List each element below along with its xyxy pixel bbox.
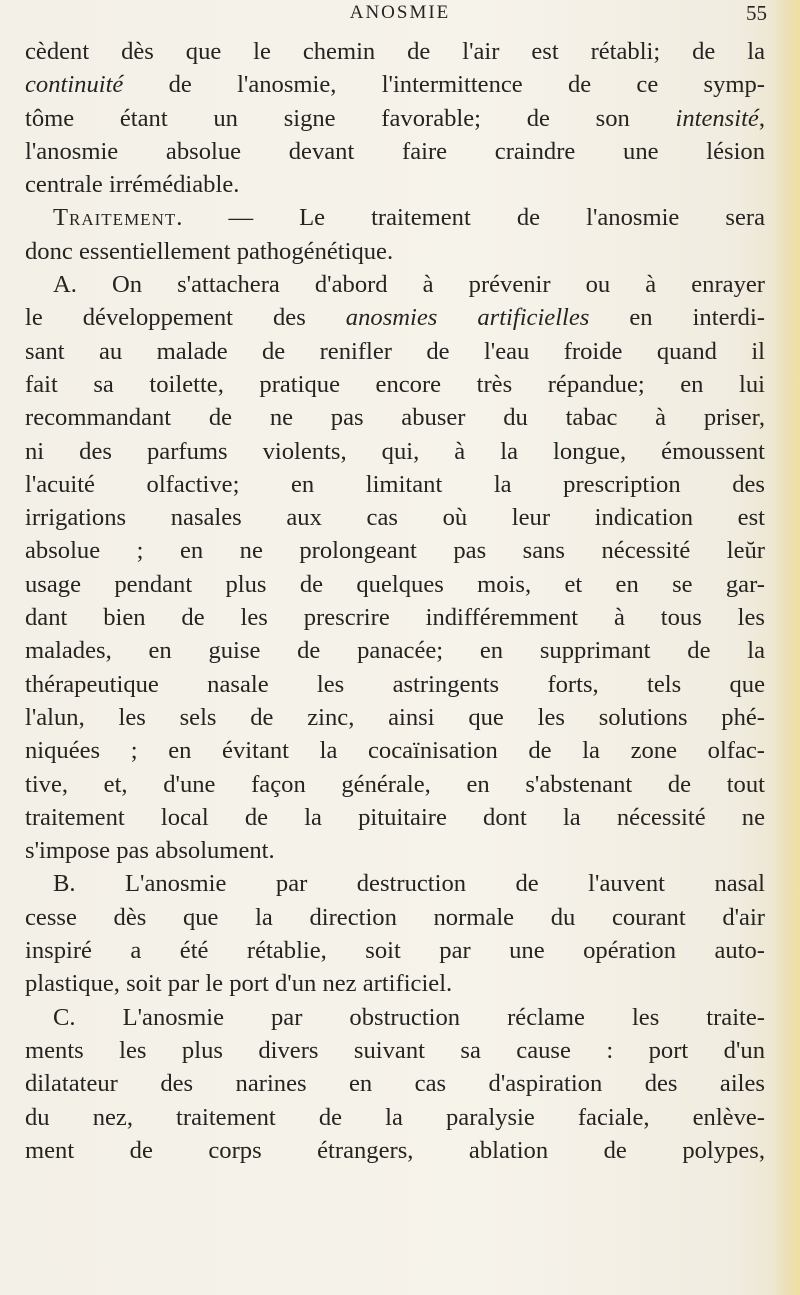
text-run: irrigations nasales aux cas où leur indication est [25,504,765,532]
text-run: donc essentiellement pathogénétique. [25,237,394,265]
text-run: de l'anosmie, l'intermittence de ce symp- [123,71,765,99]
italic-term: anosmies artificielles [345,304,590,332]
text-run: ment de corps étrangers, ablation de polypes, [25,1136,765,1164]
text-run: cèdent dès que le chemin de l'air est rétabli; de la [25,38,765,65]
text-line [25,634,765,667]
text-run: A. On s'attachera d'abord à prévenir ou à enrayer [53,271,765,299]
text-line [25,35,765,68]
text-line [25,934,765,967]
text-run: inspiré a été rétablie, soit par une opération auto- [25,937,765,965]
text-run: dant bien de les prescrire indifféremment à tous les [25,604,765,632]
text-run: l'alun, les sels de zinc, ainsi que les solutions phé- [25,703,765,731]
text-line [25,501,765,534]
text-line [25,401,765,434]
text-run: en interdi- [589,304,765,332]
text-line [25,1067,765,1100]
text-run: s'impose pas absolument. [25,837,275,865]
text-line [25,568,765,601]
text-run: l'anosmie absolue devant faire craindre une lésion [25,137,765,165]
text-run: . — Le traitement de l'anosmie sera [176,204,765,232]
body-text [25,35,765,1167]
text-line [25,801,765,834]
text-line [25,1134,765,1167]
text-run: thérapeutique nasale les astringents forts, tels que [25,670,765,698]
text-line [25,135,765,168]
running-head: ANOSMIE [349,2,451,23]
text-run: traitement local de la pituitaire dont la nécessité ne [25,803,765,831]
text-line [25,435,765,468]
text-run: recommandant de ne pas abuser du tabac à priser, [25,404,765,432]
text-line [25,768,765,801]
text-run: cesse dès que la direction normale du courant d'air [25,903,765,931]
text-run: , [758,104,765,132]
text-line [25,901,765,934]
text-line [25,967,765,1000]
text-line [25,468,765,501]
text-run: usage pendant plus de quelques mois, et en se gar- [25,570,765,598]
text-run: centrale irrémédiable. [25,171,240,199]
page-header [0,0,800,34]
text-line [25,335,765,368]
text-line [25,734,765,767]
italic-term: continuité [25,71,124,99]
italic-term: intensité [675,104,759,132]
text-run: dilatateur des narines en cas d'aspiration des ailes [25,1070,765,1098]
text-run: du nez, traitement de la paralysie faciale, enlève- [25,1103,765,1131]
text-line [25,1101,765,1134]
text-line [25,601,765,634]
text-run: plastique, soit par le port d'un nez artificiel. [25,970,453,998]
text-run: ni des parfums violents, qui, à la longue, émoussent [25,437,765,465]
text-run: le développement des [25,304,346,332]
text-run: absolue ; en ne prolongeant pas sans nécessité leŭr [25,537,765,565]
text-run: C. L'anosmie par obstruction réclame les traite- [53,1003,765,1031]
text-line [25,668,765,701]
text-line [25,1034,765,1067]
text-run: tôme étant un signe favorable; de son [25,104,676,132]
text-run: B. L'anosmie par destruction de l'auvent nasal [53,870,765,898]
text-line [25,235,765,268]
text-run: tive, et, d'une façon générale, en s'abstenant de tout [25,770,765,798]
text-line [25,368,765,401]
text-line [25,834,765,867]
page-number: 55 [746,1,767,25]
text-run: niquées ; en évitant la cocaïnisation de la zone olfac- [25,737,765,765]
text-line [25,534,765,567]
text-run: fait sa toilette, pratique encore très répandue; en lui [25,370,765,398]
page-edge-stain [772,0,800,1295]
section-heading: Traitement [53,204,177,232]
text-line [25,1001,765,1034]
text-line [25,168,765,201]
text-line [25,201,765,234]
text-line [25,867,765,900]
text-run: ments les plus divers suivant sa cause : port d'un [25,1036,765,1064]
text-line [25,68,765,101]
text-run: sant au malade de renifler de l'eau froide quand il [25,337,765,365]
text-run: malades, en guise de panacée; en supprimant de la [25,637,765,665]
text-line [25,301,765,334]
text-line [25,701,765,734]
text-line [25,268,765,301]
text-line [25,102,765,135]
text-run: l'acuité olfactive; en limitant la prescription des [25,470,765,498]
